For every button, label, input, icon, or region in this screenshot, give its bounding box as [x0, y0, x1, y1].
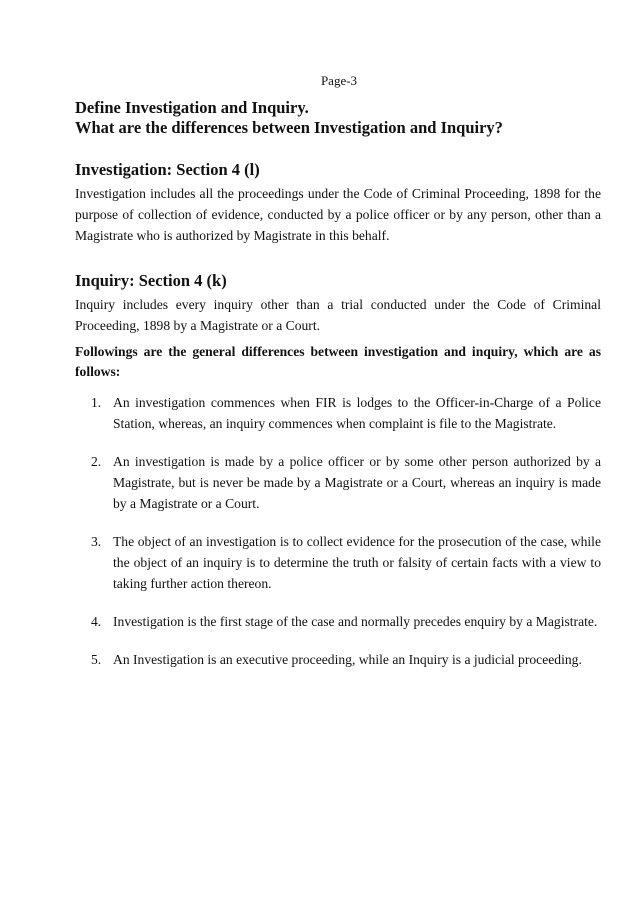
- list-item-number: 4.: [91, 614, 102, 629]
- page-content: [75, 98, 601, 670]
- list-item: [75, 451, 601, 514]
- list-item-number: 2.: [91, 454, 102, 469]
- page-number: Page-3: [320, 73, 358, 88]
- list-item: [75, 649, 601, 670]
- inquiry-heading: Inquiry: Section 4 (k): [75, 271, 227, 290]
- list-item-text: The object of an investigation is to collect evidence for the prosecution of the case, while the object of an inquiry is to determine the truth or falsity of certain facts with a view to taking further action thereon.: [113, 534, 601, 591]
- inquiry-definition: Inquiry includes every inquiry other than a trial conducted under the Code of Criminal Proceeding, 1898 by a Magistrate or a Court.: [75, 297, 601, 333]
- list-item-number: 3.: [91, 534, 102, 549]
- list-item: [75, 531, 601, 594]
- list-item-number: 5.: [91, 652, 102, 667]
- investigation-definition: Investigation includes all the proceedings under the Code of Criminal Proceeding, 1898 for the purpose of collection of evidence, conducted by a police officer or by any person, other than a Magistrate who is authorized by Magistrate in this behalf.: [75, 186, 601, 243]
- investigation-heading: Investigation: Section 4 (l): [75, 160, 260, 179]
- list-item-text: An investigation commences when FIR is lodges to the Officer-in-Charge of a Police Station, whereas, an inquiry commences when complaint is file to the Magistrate.: [113, 395, 601, 431]
- differences-list: [75, 392, 601, 670]
- title-line-1: Define Investigation and Inquiry.: [75, 98, 309, 117]
- list-item: [75, 392, 601, 434]
- differences-intro: Followings are the general differences between investigation and inquiry, which are as follows:: [75, 344, 601, 379]
- list-item-text: An Investigation is an executive proceeding, while an Inquiry is a judicial proceeding.: [113, 652, 582, 667]
- list-item-number: 1.: [91, 395, 102, 410]
- list-item: [75, 611, 601, 632]
- list-item-text: An investigation is made by a police officer or by some other person authorized by a Magistrate, but is never be made by a Magistrate or a Court, whereas an inquiry is made by a Magistrate or a Court.: [113, 454, 601, 511]
- list-item-text: Investigation is the first stage of the case and normally precedes enquiry by a Magistrate.: [113, 614, 598, 629]
- title-line-2: What are the differences between Investigation and Inquiry?: [75, 118, 503, 137]
